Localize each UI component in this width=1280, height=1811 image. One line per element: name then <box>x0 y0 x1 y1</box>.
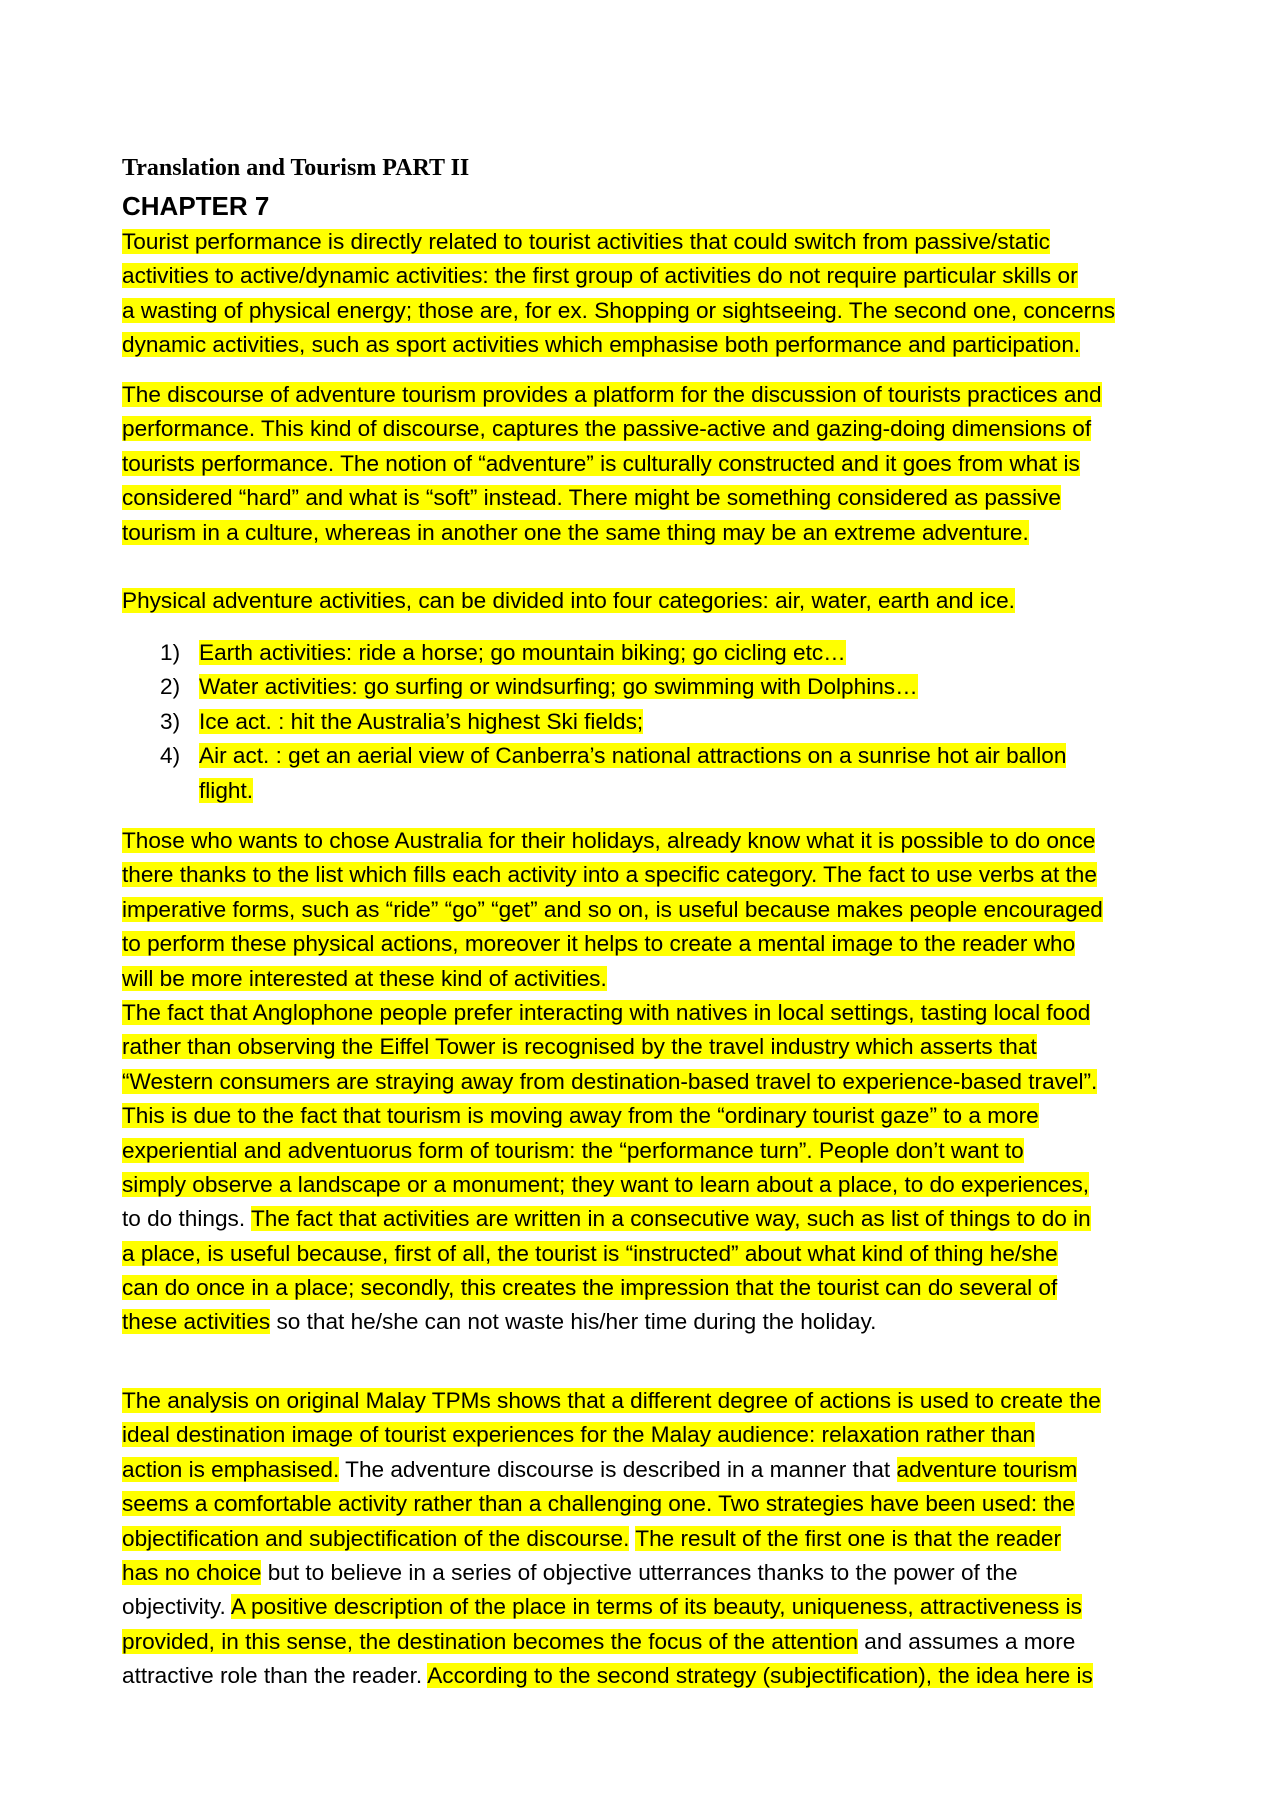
text-line: dynamic activities, such as sport activities which emphasise both performance and participation. <box>122 332 1081 358</box>
paragraph-4 <box>122 824 1174 1340</box>
list-item <box>122 636 1174 670</box>
text-line: will be more interested at these kind of activities. <box>122 965 607 991</box>
list-number: 3) <box>160 708 181 734</box>
text-segment: has no choice <box>122 1559 262 1585</box>
text-line: to perform these physical actions, moreover it helps to create a mental image to the reader who <box>122 931 1076 957</box>
text-line: This is due to the fact that tourism is moving away from the “ordinary tourist gaze” to a more <box>122 1103 1039 1129</box>
list-item-text: Earth activities: ride a horse; go mountain biking; go cicling etc… <box>199 640 846 665</box>
text-line: ideal destination image of tourist experiences for the Malay audience: relaxation rather than <box>122 1422 1036 1448</box>
activity-list <box>122 636 1174 808</box>
list-item-text: Ice act. : hit the Australia’s highest Ski fields; <box>199 708 644 734</box>
text-line: tourists performance. The notion of “adventure” is culturally constructed and it goes from what is <box>122 450 1080 476</box>
text-segment: provided, in this sense, the destination becomes the focus of the attention <box>122 1628 859 1654</box>
list-number: 1) <box>160 640 181 665</box>
text-segment: but to believe in a series of objective utterrances thanks to the power of the <box>261 1559 1018 1585</box>
text-segment: adventure tourism <box>896 1456 1078 1482</box>
text-line: a wasting of physical energy; those are, for ex. Shopping or sightseeing. The second one, concerns <box>122 297 1116 323</box>
text-line: activities to active/dynamic activities: the first group of activities do not require particular skills or <box>122 263 1078 289</box>
list-item-continuation <box>122 774 1174 808</box>
list-item <box>122 670 1174 704</box>
text-segment: objectivity. <box>122 1594 231 1620</box>
text-segment: these activities <box>122 1309 271 1335</box>
text-line: Physical adventure activities, can be divided into four categories: air, water, earth and ice. <box>122 588 1015 613</box>
chapter-heading: CHAPTER 7 <box>122 191 270 221</box>
paragraph-2 <box>122 378 1174 550</box>
document-title: Translation and Tourism PART II <box>122 155 470 181</box>
text-line: rather than observing the Eiffel Tower is recognised by the travel industry which asserts that <box>122 1034 1037 1060</box>
list-number: 4) <box>160 743 181 769</box>
list-number: 2) <box>160 674 181 700</box>
text-segment: attractive role than the reader. <box>122 1663 428 1689</box>
list-item <box>122 705 1174 739</box>
text-line: The analysis on original Malay TPMs shows that a different degree of actions is used to create the <box>122 1388 1101 1413</box>
list-item <box>122 739 1174 773</box>
paragraph-5 <box>122 1384 1174 1694</box>
text-line: imperative forms, such as “ride” “go” “get” and so on, is useful because makes people encouraged <box>122 896 1103 922</box>
text-line: there thanks to the list which fills each activity into a specific category. The fact to use verbs at the <box>122 862 1097 888</box>
text-line: tourism in a culture, whereas in another one the same thing may be an extreme adventure. <box>122 519 1029 545</box>
list-item-text: Air act. : get an aerial view of Canberra’s national attractions on a sunrise hot air ballon <box>199 743 1067 769</box>
text-line: “Western consumers are straying away from destination-based travel to experience-based travel”. <box>122 1068 1098 1094</box>
text-line: Tourist performance is directly related to tourist activities that could switch from passive/static <box>122 229 1050 254</box>
text-segment: action is emphasised. <box>122 1456 340 1482</box>
text-segment: to do things. <box>122 1206 251 1232</box>
text-segment: The adventure discourse is described in a manner that <box>339 1456 897 1482</box>
paragraph-3 <box>122 584 1174 618</box>
text-segment: According to the second strategy (subjectification), the idea here is <box>427 1663 1093 1689</box>
text-line: seems a comfortable activity rather than a challenging one. Two strategies have been used: the <box>122 1491 1075 1517</box>
list-item-text: Water activities: go surfing or windsurfing; go swimming with Dolphins… <box>199 674 918 700</box>
text-line: simply observe a landscape or a monument; they want to learn about a place, to do experiences, <box>122 1171 1090 1197</box>
text-segment: The fact that activities are written in a consecutive way, such as list of things to do in <box>250 1206 1091 1232</box>
text-segment: and assumes a more <box>858 1628 1076 1654</box>
text-segment: A positive description of the place in terms of its beauty, uniqueness, attractiveness is <box>230 1594 1082 1620</box>
text-line: experiential and adventuorus form of tourism: the “performance turn”. People don’t want to <box>122 1137 1024 1163</box>
text-segment: The result of the first one is that the reader <box>635 1525 1062 1551</box>
text-line: The fact that Anglophone people prefer interacting with natives in local settings, tasting local food <box>122 999 1091 1025</box>
text-line: a place, is useful because, first of all, the tourist is “instructed” about what kind of thing he/she <box>122 1240 1058 1266</box>
text-segment: objectification and subjectification of the discourse. <box>122 1525 630 1551</box>
text-line: The discourse of adventure tourism provides a platform for the discussion of tourists practices and <box>122 382 1102 407</box>
text-line: can do once in a place; secondly, this creates the impression that the tourist can do several of <box>122 1275 1058 1301</box>
text-line: performance. This kind of discourse, captures the passive-active and gazing-doing dimensions of <box>122 416 1092 442</box>
paragraph-1 <box>122 225 1174 363</box>
text-line: considered “hard” and what is “soft” instead. There might be something considered as passive <box>122 485 1061 511</box>
list-item-text: flight. <box>199 777 254 803</box>
text-segment: so that he/she can not waste his/her time during the holiday. <box>270 1309 877 1335</box>
text-line: Those who wants to chose Australia for their holidays, already know what it is possible to do once <box>122 828 1096 853</box>
